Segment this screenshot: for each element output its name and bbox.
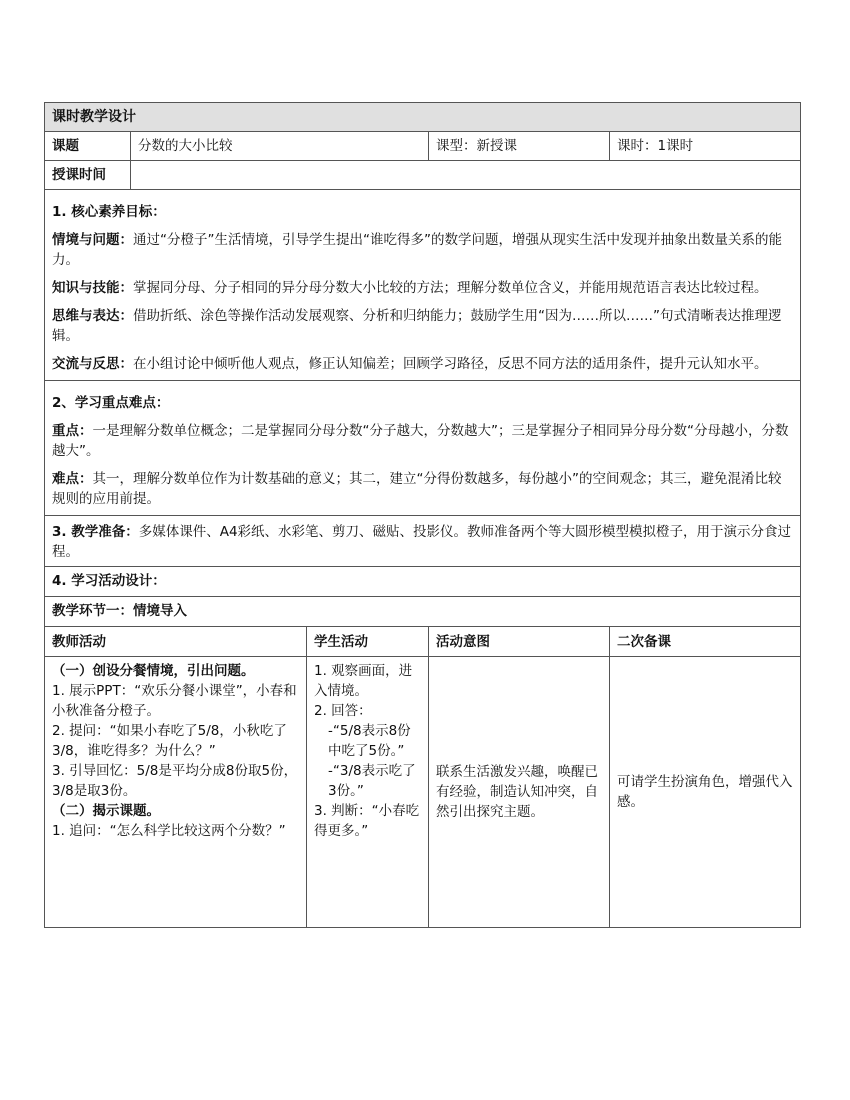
student-step: -“3/8表示吃了3份。” xyxy=(328,763,416,799)
prep-text: 多媒体课件、A4彩纸、水彩笔、剪刀、磁贴、投影仪。教师准备两个等大圆形模型模拟橙子，用于演示分食过程。 xyxy=(52,524,792,560)
time-row xyxy=(45,161,801,190)
info-row xyxy=(45,132,801,161)
focus-section xyxy=(45,381,801,516)
goals-section xyxy=(45,190,801,381)
topic-value: 分数的大小比较 xyxy=(131,132,429,161)
prep-row xyxy=(45,516,801,567)
difficult-points: 难点：其一，理解分数单位作为计数基础的意义；其二，建立“分得份数越多，每份越小”的空间观念；其三，避免混淆比较规则的应用前提。 xyxy=(52,471,782,507)
teacher-step: 1. 展示PPT：“欢乐分餐小课堂”，小春和小秋准备分橙子。 xyxy=(52,683,297,719)
student-step: 1. 观察画面，进入情境。 xyxy=(314,663,413,699)
teacher-activity xyxy=(45,657,307,928)
goal-item: 交流与反思：在小组讨论中倾听他人观点，修正认知偏差；回顾学习路径，反思不同方法的适用条件，提升元认知水平。 xyxy=(52,356,768,372)
lesson-plan-table xyxy=(44,102,801,928)
lesson-hours: 课时：1课时 xyxy=(610,132,801,161)
design-heading-row xyxy=(45,567,801,597)
teacher-step: 1. 追问：“怎么科学比较这两个分数？” xyxy=(52,823,286,839)
activity-intent: 联系生活激发兴趣，唤醒已有经验，制造认知冲突，自然引出探究主题。 xyxy=(429,657,610,928)
teacher-step: 3. 引导回忆：5/8是平均分成8份取5份，3/8是取3份。 xyxy=(52,763,298,799)
segment-row xyxy=(45,597,801,627)
student-step: 3. 判断：“小春吃得更多。” xyxy=(314,803,420,839)
teacher-heading-2: （二）揭示课题。 xyxy=(52,803,160,819)
time-value xyxy=(131,161,801,190)
student-step: -“5/8表示8份中吃了5份。” xyxy=(328,723,411,759)
doc-title: 课时教学设计 xyxy=(45,103,801,132)
teacher-step: 2. 提问：“如果小春吃了5/8，小秋吃了3/8，谁吃得多？为什么？” xyxy=(52,723,287,759)
goals-row xyxy=(45,190,801,381)
teacher-heading-1: （一）创设分餐情境，引出问题。 xyxy=(52,663,255,679)
focus-row xyxy=(45,381,801,516)
goals-heading: 1. 核心素养目标： xyxy=(52,204,166,220)
col-student: 学生活动 xyxy=(307,627,429,657)
column-header-row xyxy=(45,627,801,657)
prep-label: 3. 教学准备： xyxy=(52,524,139,540)
activity-row xyxy=(45,657,801,928)
lesson-plan xyxy=(44,102,800,928)
key-points: 重点：一是理解分数单位概念；二是掌握同分母分数“分子越大，分数越大”；三是掌握分子相同异分母分数“分母越小，分数越大”。 xyxy=(52,423,789,459)
segment-title: 教学环节一：情境导入 xyxy=(45,597,801,627)
col-intent: 活动意图 xyxy=(429,627,610,657)
lesson-type: 课型：新授课 xyxy=(429,132,610,161)
prep-section xyxy=(45,516,801,567)
col-teacher: 教师活动 xyxy=(45,627,307,657)
design-heading: 4. 学习活动设计： xyxy=(45,567,801,597)
goal-item: 思维与表达：借助折纸、涂色等操作活动发展观察、分析和归纳能力；鼓励学生用“因为……所以……”句式清晰表达推理逻辑。 xyxy=(52,308,782,344)
goal-item: 知识与技能：掌握同分母、分子相同的异分母分数大小比较的方法；理解分数单位含义，并能用规范语言表达比较过程。 xyxy=(52,280,768,296)
col-revise: 二次备课 xyxy=(610,627,801,657)
topic-label: 课题 xyxy=(45,132,131,161)
time-label: 授课时间 xyxy=(45,161,131,190)
student-activity xyxy=(307,657,429,928)
second-prep: 可请学生扮演角色，增强代入感。 xyxy=(610,657,801,928)
goal-item: 情境与问题：通过“分橙子”生活情境，引导学生提出“谁吃得多”的数学问题，增强从现实生活中发现并抽象出数量关系的能力。 xyxy=(52,232,782,268)
title-row xyxy=(45,103,801,132)
focus-heading: 2、学习重点难点： xyxy=(52,395,170,411)
student-step: 2. 回答： xyxy=(314,703,372,719)
